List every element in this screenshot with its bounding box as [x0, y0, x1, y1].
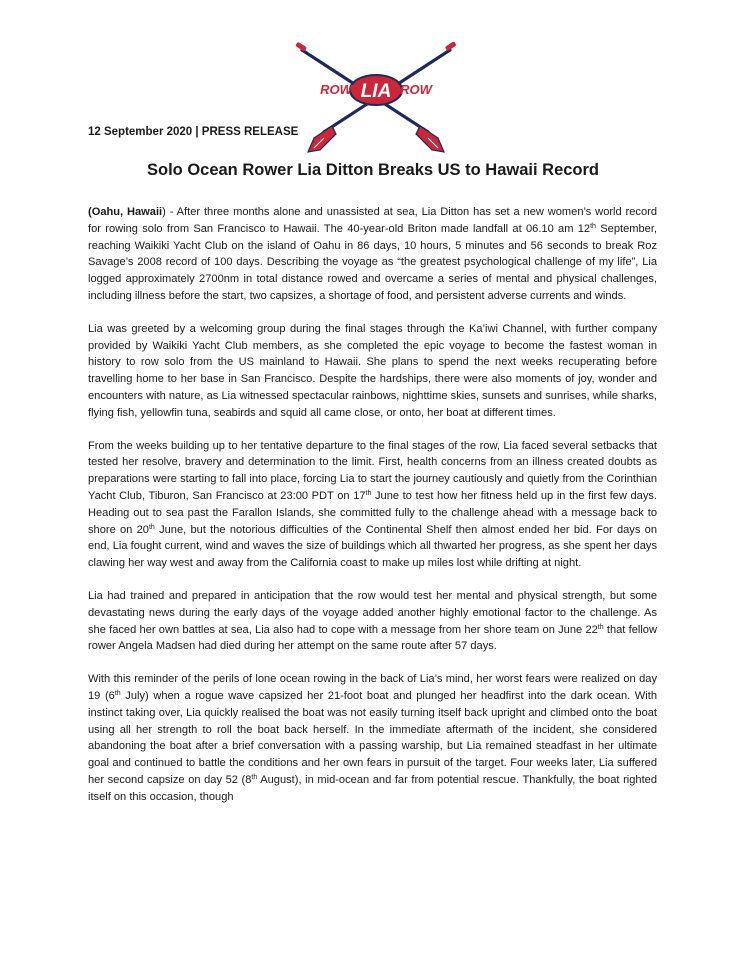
dateline: 12 September 2020 | PRESS RELEASE: [88, 126, 299, 138]
logo-right-word: ROW: [400, 82, 432, 97]
paragraph-1-text-b: September, reaching Waikiki Yacht Club on the island of Oahu in 86 days, 10 hours, 5 minutes and 56 seconds to break Roz Savage’s 2008 record of 100 days. Describing the voyage as “the greatest psychological challenge of my life”, Lia logged approximately 2700nm in total distance rowed and overcame a series of mental and physical challenges, including illness before the start, two capsizes, a shortage of food, and persistent adverse currents and winds.: [88, 222, 657, 302]
paragraph-5-text-b: July) when a rogue wave capsized her 21-foot boat and plunged her headfirst into the dark ocean. With instinct taking over, Lia quickly realised the boat was not easily turning itself back upright and climbed onto the boat using all her strength to roll the boat back herself. In the immediate aftermath of the incident, she considered abandoning the boat after a brief conversation with a passing warship, but Lia remained steadfast in her ultimate goal and continued to battle the conditions and her own fears in pursuit of the target. Four weeks later, Lia suffered her second capsize on day 52 (8: [88, 689, 657, 786]
paragraph-4-text-a: Lia had trained and prepared in anticipation that the row would test her mental and physical strength, but some devastating news during the early days of the voyage added another highly emotional factor to the challenge. As she faced her own battles at sea, Lia also had to cope with a message from her shore team on June 22: [88, 589, 657, 636]
paragraph-5: [88, 671, 657, 805]
logo-center-word: LIA: [360, 81, 392, 102]
logo-left-word: ROW: [320, 82, 352, 97]
article-body: [88, 204, 657, 822]
ordinal-suffix: th: [148, 523, 155, 531]
crossed-oars-logo-graphic: [288, 40, 464, 158]
oar-blade-left: [308, 126, 336, 152]
ordinal-suffix: th: [114, 689, 121, 697]
paragraph-3-text-b: June to test how her fitness held up in the first few days. Heading out to sea past the Farallon Islands, she committed fully to the challenge ahead with a message back to shore on 20: [88, 489, 657, 536]
paragraph-1-text-a: ) - After three months alone and unassisted at sea, Lia Ditton has set a new women’s world record for rowing solo from San Francisco to Hawaii. The 40-year-old Briton made landfall at 06.10 am 12: [88, 206, 657, 235]
paragraph-5-text-c: August), in mid-ocean and far from potential rescue. Thankfully, the boat righted itself on this occasion, though: [88, 773, 657, 803]
paragraph-3-text-a: From the weeks building up to her tentative departure to the final stages of the row, Lia faced several setbacks that tested her resolve, bravery and determination to the limit. First, health concerns from an illness created doubts as preparations were starting to fall into place, forcing Lia to start the journey cautiously and quietly from the Corinthian Yacht Club, Tiburon, San Francisco at 23:00 PDT on 17: [88, 439, 657, 502]
paragraph-3-text-c: June, but the notorious difficulties of the Continental Shelf then almost ended her bid. For days on end, Lia fought current, wind and waves the size of buildings which all thwarted her progress, as she spent her days clawing her way west and away from the California coast to make up miles lost while drifting at night.: [88, 523, 657, 570]
paragraph-2: Lia was greeted by a welcoming group during the final stages through the Ka’iwi Channel, with further company provided by Waikiki Yacht Club members, as she completed the epic voyage to become the fastest woman in history to row solo from the US mainland to Hawaii. She plans to spend the next weeks recuperating before travelling home to her base in San Francisco. Despite the hardships, there were also moments of joy, wonder and encounters with nature, as Lia witnessed spectacular rainbows, nighttime skies, sunsets and sunrises, while sharks, flying fish, yellowfin tuna, seabirds and squid all came close, or onto, her boat at different times.: [88, 322, 657, 419]
ordinal-suffix: th: [365, 489, 372, 497]
paragraph-3: [88, 438, 657, 572]
paragraph-4-text-b: that fellow rower Angela Madsen had died during her attempt on the same route after 57 days.: [88, 623, 657, 653]
ordinal-suffix: th: [597, 623, 604, 631]
paragraph-4: [88, 588, 657, 655]
press-release-title: Solo Ocean Rower Lia Ditton Breaks US to Hawaii Record: [146, 161, 600, 179]
ordinal-suffix: th: [251, 773, 258, 781]
paragraph-5-text-a: With this reminder of the perils of lone ocean rowing in the back of Lia’s mind, her worst fears were realized on day 19 (6: [88, 673, 657, 702]
location-label: (Oahu, Hawaii: [88, 206, 163, 218]
paragraph-1: [88, 204, 657, 305]
oar-blade-right: [416, 126, 444, 152]
ordinal-suffix: th: [590, 222, 596, 230]
row-lia-row-logo: [288, 40, 464, 158]
